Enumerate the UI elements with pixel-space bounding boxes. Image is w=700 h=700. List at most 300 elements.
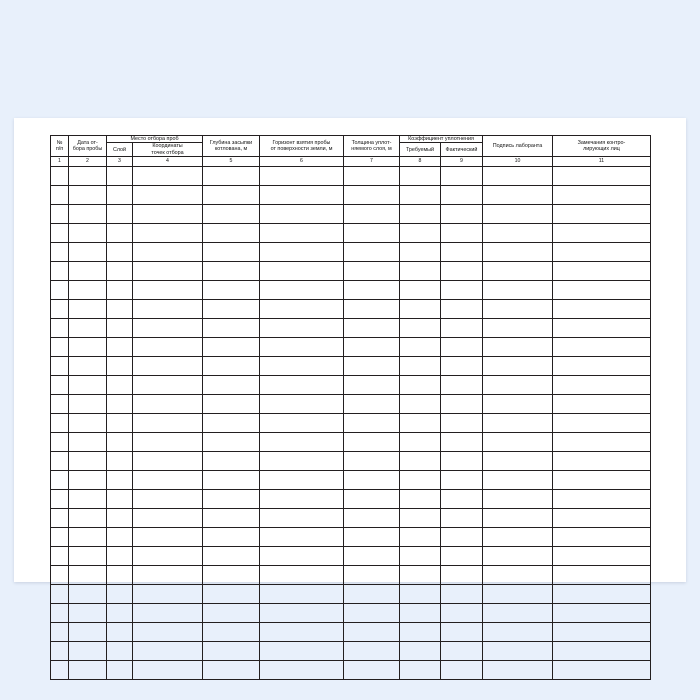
- table-cell[interactable]: [51, 490, 69, 509]
- table-cell[interactable]: [441, 224, 483, 243]
- table-cell[interactable]: [553, 566, 651, 585]
- table-cell[interactable]: [483, 338, 553, 357]
- table-cell[interactable]: [441, 319, 483, 338]
- table-cell[interactable]: [483, 357, 553, 376]
- table-cell[interactable]: [400, 661, 441, 680]
- table-cell[interactable]: [260, 490, 344, 509]
- table-cell[interactable]: [400, 547, 441, 566]
- table-row[interactable]: [51, 585, 651, 604]
- table-cell[interactable]: [441, 509, 483, 528]
- table-cell[interactable]: [400, 205, 441, 224]
- table-cell[interactable]: [69, 509, 107, 528]
- table-cell[interactable]: [203, 642, 260, 661]
- table-cell[interactable]: [483, 433, 553, 452]
- table-cell[interactable]: [441, 585, 483, 604]
- table-cell[interactable]: [260, 414, 344, 433]
- table-cell[interactable]: [260, 604, 344, 623]
- table-cell[interactable]: [553, 205, 651, 224]
- table-cell[interactable]: [483, 547, 553, 566]
- table-cell[interactable]: [483, 661, 553, 680]
- table-cell[interactable]: [344, 452, 400, 471]
- table-cell[interactable]: [400, 452, 441, 471]
- table-cell[interactable]: [553, 661, 651, 680]
- table-cell[interactable]: [133, 566, 203, 585]
- table-cell[interactable]: [441, 186, 483, 205]
- table-row[interactable]: [51, 281, 651, 300]
- table-cell[interactable]: [51, 376, 69, 395]
- table-row[interactable]: [51, 471, 651, 490]
- table-cell[interactable]: [260, 623, 344, 642]
- table-cell[interactable]: [441, 243, 483, 262]
- table-cell[interactable]: [69, 262, 107, 281]
- table-row[interactable]: [51, 661, 651, 680]
- table-cell[interactable]: [553, 471, 651, 490]
- table-cell[interactable]: [51, 585, 69, 604]
- table-cell[interactable]: [51, 642, 69, 661]
- table-cell[interactable]: [260, 566, 344, 585]
- table-cell[interactable]: [400, 300, 441, 319]
- table-cell[interactable]: [441, 642, 483, 661]
- table-cell[interactable]: [107, 395, 133, 414]
- table-cell[interactable]: [344, 319, 400, 338]
- table-cell[interactable]: [344, 186, 400, 205]
- table-cell[interactable]: [553, 281, 651, 300]
- table-cell[interactable]: [133, 395, 203, 414]
- table-cell[interactable]: [260, 509, 344, 528]
- table-cell[interactable]: [344, 661, 400, 680]
- table-cell[interactable]: [344, 262, 400, 281]
- table-cell[interactable]: [553, 300, 651, 319]
- table-row[interactable]: [51, 224, 651, 243]
- table-cell[interactable]: [344, 414, 400, 433]
- table-cell[interactable]: [400, 604, 441, 623]
- table-cell[interactable]: [441, 414, 483, 433]
- table-cell[interactable]: [483, 414, 553, 433]
- table-cell[interactable]: [260, 205, 344, 224]
- table-cell[interactable]: [344, 642, 400, 661]
- table-cell[interactable]: [203, 509, 260, 528]
- table-cell[interactable]: [203, 376, 260, 395]
- table-cell[interactable]: [107, 623, 133, 642]
- table-cell[interactable]: [260, 338, 344, 357]
- table-row[interactable]: [51, 433, 651, 452]
- table-cell[interactable]: [553, 604, 651, 623]
- table-cell[interactable]: [107, 319, 133, 338]
- table-cell[interactable]: [69, 224, 107, 243]
- table-cell[interactable]: [51, 338, 69, 357]
- table-row[interactable]: [51, 414, 651, 433]
- table-cell[interactable]: [51, 262, 69, 281]
- table-cell[interactable]: [203, 357, 260, 376]
- table-cell[interactable]: [483, 490, 553, 509]
- table-cell[interactable]: [260, 281, 344, 300]
- table-cell[interactable]: [260, 186, 344, 205]
- table-cell[interactable]: [344, 338, 400, 357]
- table-cell[interactable]: [203, 490, 260, 509]
- table-cell[interactable]: [133, 300, 203, 319]
- table-cell[interactable]: [203, 528, 260, 547]
- table-cell[interactable]: [69, 490, 107, 509]
- table-cell[interactable]: [441, 167, 483, 186]
- table-cell[interactable]: [51, 205, 69, 224]
- table-cell[interactable]: [400, 338, 441, 357]
- table-cell[interactable]: [69, 167, 107, 186]
- table-cell[interactable]: [553, 509, 651, 528]
- table-cell[interactable]: [107, 433, 133, 452]
- table-cell[interactable]: [51, 167, 69, 186]
- table-cell[interactable]: [344, 205, 400, 224]
- table-cell[interactable]: [553, 376, 651, 395]
- table-cell[interactable]: [107, 566, 133, 585]
- table-row[interactable]: [51, 395, 651, 414]
- table-cell[interactable]: [344, 357, 400, 376]
- table-row[interactable]: [51, 528, 651, 547]
- table-cell[interactable]: [344, 376, 400, 395]
- table-cell[interactable]: [51, 281, 69, 300]
- table-cell[interactable]: [203, 547, 260, 566]
- table-cell[interactable]: [133, 376, 203, 395]
- table-cell[interactable]: [203, 623, 260, 642]
- table-cell[interactable]: [133, 452, 203, 471]
- table-cell[interactable]: [260, 224, 344, 243]
- table-cell[interactable]: [553, 623, 651, 642]
- table-cell[interactable]: [203, 186, 260, 205]
- table-cell[interactable]: [400, 319, 441, 338]
- table-cell[interactable]: [260, 642, 344, 661]
- table-cell[interactable]: [203, 281, 260, 300]
- table-cell[interactable]: [107, 490, 133, 509]
- table-cell[interactable]: [400, 224, 441, 243]
- table-cell[interactable]: [483, 471, 553, 490]
- table-cell[interactable]: [69, 471, 107, 490]
- table-cell[interactable]: [553, 414, 651, 433]
- table-cell[interactable]: [107, 585, 133, 604]
- table-cell[interactable]: [69, 623, 107, 642]
- table-cell[interactable]: [133, 528, 203, 547]
- table-cell[interactable]: [483, 509, 553, 528]
- table-cell[interactable]: [107, 224, 133, 243]
- table-cell[interactable]: [344, 566, 400, 585]
- table-cell[interactable]: [260, 376, 344, 395]
- table-cell[interactable]: [51, 452, 69, 471]
- table-cell[interactable]: [553, 338, 651, 357]
- table-cell[interactable]: [441, 566, 483, 585]
- table-cell[interactable]: [260, 395, 344, 414]
- table-cell[interactable]: [107, 243, 133, 262]
- table-cell[interactable]: [483, 452, 553, 471]
- table-cell[interactable]: [400, 585, 441, 604]
- table-cell[interactable]: [441, 262, 483, 281]
- table-cell[interactable]: [69, 300, 107, 319]
- table-cell[interactable]: [400, 471, 441, 490]
- table-cell[interactable]: [51, 300, 69, 319]
- table-cell[interactable]: [483, 205, 553, 224]
- table-cell[interactable]: [400, 490, 441, 509]
- table-cell[interactable]: [344, 528, 400, 547]
- table-cell[interactable]: [69, 566, 107, 585]
- table-cell[interactable]: [51, 414, 69, 433]
- table-cell[interactable]: [69, 642, 107, 661]
- table-cell[interactable]: [133, 167, 203, 186]
- table-cell[interactable]: [107, 300, 133, 319]
- table-cell[interactable]: [400, 433, 441, 452]
- table-cell[interactable]: [133, 338, 203, 357]
- table-cell[interactable]: [441, 471, 483, 490]
- table-cell[interactable]: [553, 528, 651, 547]
- table-cell[interactable]: [400, 357, 441, 376]
- table-cell[interactable]: [203, 661, 260, 680]
- table-cell[interactable]: [133, 243, 203, 262]
- table-cell[interactable]: [203, 452, 260, 471]
- table-cell[interactable]: [51, 566, 69, 585]
- table-cell[interactable]: [133, 281, 203, 300]
- table-row[interactable]: [51, 319, 651, 338]
- table-row[interactable]: [51, 642, 651, 661]
- table-cell[interactable]: [69, 414, 107, 433]
- table-cell[interactable]: [553, 490, 651, 509]
- table-cell[interactable]: [203, 338, 260, 357]
- table-row[interactable]: [51, 243, 651, 262]
- table-cell[interactable]: [553, 395, 651, 414]
- table-cell[interactable]: [107, 376, 133, 395]
- table-cell[interactable]: [107, 414, 133, 433]
- table-cell[interactable]: [260, 243, 344, 262]
- table-cell[interactable]: [441, 281, 483, 300]
- table-cell[interactable]: [553, 357, 651, 376]
- table-cell[interactable]: [260, 433, 344, 452]
- table-cell[interactable]: [133, 642, 203, 661]
- table-cell[interactable]: [133, 205, 203, 224]
- table-cell[interactable]: [344, 623, 400, 642]
- table-cell[interactable]: [400, 528, 441, 547]
- table-cell[interactable]: [400, 262, 441, 281]
- table-cell[interactable]: [400, 281, 441, 300]
- table-cell[interactable]: [483, 604, 553, 623]
- table-cell[interactable]: [107, 338, 133, 357]
- table-cell[interactable]: [553, 243, 651, 262]
- table-cell[interactable]: [400, 376, 441, 395]
- table-cell[interactable]: [483, 281, 553, 300]
- table-cell[interactable]: [133, 186, 203, 205]
- table-cell[interactable]: [483, 528, 553, 547]
- table-cell[interactable]: [553, 585, 651, 604]
- table-cell[interactable]: [400, 509, 441, 528]
- table-cell[interactable]: [553, 642, 651, 661]
- table-cell[interactable]: [107, 604, 133, 623]
- table-cell[interactable]: [400, 642, 441, 661]
- table-cell[interactable]: [483, 224, 553, 243]
- table-cell[interactable]: [483, 623, 553, 642]
- table-cell[interactable]: [107, 167, 133, 186]
- table-cell[interactable]: [107, 509, 133, 528]
- table-cell[interactable]: [203, 319, 260, 338]
- table-cell[interactable]: [441, 547, 483, 566]
- table-cell[interactable]: [483, 243, 553, 262]
- table-cell[interactable]: [133, 414, 203, 433]
- table-cell[interactable]: [203, 300, 260, 319]
- table-cell[interactable]: [107, 262, 133, 281]
- table-cell[interactable]: [203, 471, 260, 490]
- table-cell[interactable]: [553, 167, 651, 186]
- table-cell[interactable]: [51, 395, 69, 414]
- table-cell[interactable]: [441, 205, 483, 224]
- table-cell[interactable]: [260, 585, 344, 604]
- table-cell[interactable]: [69, 319, 107, 338]
- table-cell[interactable]: [483, 167, 553, 186]
- table-cell[interactable]: [400, 414, 441, 433]
- table-cell[interactable]: [133, 262, 203, 281]
- table-cell[interactable]: [133, 585, 203, 604]
- table-cell[interactable]: [400, 186, 441, 205]
- table-cell[interactable]: [133, 661, 203, 680]
- table-row[interactable]: [51, 490, 651, 509]
- table-cell[interactable]: [203, 566, 260, 585]
- table-cell[interactable]: [344, 490, 400, 509]
- table-cell[interactable]: [51, 186, 69, 205]
- table-cell[interactable]: [260, 528, 344, 547]
- table-cell[interactable]: [107, 661, 133, 680]
- table-cell[interactable]: [553, 319, 651, 338]
- table-cell[interactable]: [441, 452, 483, 471]
- table-cell[interactable]: [553, 547, 651, 566]
- table-cell[interactable]: [51, 604, 69, 623]
- table-cell[interactable]: [441, 395, 483, 414]
- table-cell[interactable]: [441, 357, 483, 376]
- table-cell[interactable]: [483, 566, 553, 585]
- table-row[interactable]: [51, 167, 651, 186]
- table-cell[interactable]: [553, 433, 651, 452]
- table-cell[interactable]: [344, 224, 400, 243]
- table-cell[interactable]: [133, 490, 203, 509]
- table-cell[interactable]: [133, 224, 203, 243]
- table-cell[interactable]: [344, 300, 400, 319]
- table-cell[interactable]: [51, 319, 69, 338]
- table-cell[interactable]: [51, 528, 69, 547]
- table-cell[interactable]: [400, 167, 441, 186]
- table-cell[interactable]: [553, 224, 651, 243]
- table-row[interactable]: [51, 452, 651, 471]
- table-cell[interactable]: [69, 433, 107, 452]
- table-cell[interactable]: [107, 205, 133, 224]
- table-cell[interactable]: [69, 661, 107, 680]
- table-cell[interactable]: [400, 566, 441, 585]
- table-cell[interactable]: [133, 604, 203, 623]
- table-row[interactable]: [51, 566, 651, 585]
- table-cell[interactable]: [441, 376, 483, 395]
- table-cell[interactable]: [69, 376, 107, 395]
- table-cell[interactable]: [69, 357, 107, 376]
- table-cell[interactable]: [203, 433, 260, 452]
- table-row[interactable]: [51, 300, 651, 319]
- table-cell[interactable]: [69, 395, 107, 414]
- table-cell[interactable]: [133, 433, 203, 452]
- table-cell[interactable]: [203, 205, 260, 224]
- table-cell[interactable]: [51, 661, 69, 680]
- table-cell[interactable]: [260, 452, 344, 471]
- table-cell[interactable]: [553, 262, 651, 281]
- table-cell[interactable]: [400, 243, 441, 262]
- table-row[interactable]: [51, 376, 651, 395]
- table-cell[interactable]: [69, 547, 107, 566]
- table-cell[interactable]: [483, 642, 553, 661]
- table-cell[interactable]: [107, 357, 133, 376]
- table-cell[interactable]: [203, 395, 260, 414]
- table-cell[interactable]: [483, 186, 553, 205]
- table-row[interactable]: [51, 262, 651, 281]
- table-cell[interactable]: [133, 509, 203, 528]
- table-cell[interactable]: [133, 623, 203, 642]
- table-cell[interactable]: [483, 319, 553, 338]
- table-row[interactable]: [51, 186, 651, 205]
- table-cell[interactable]: [51, 224, 69, 243]
- table-cell[interactable]: [107, 186, 133, 205]
- table-cell[interactable]: [107, 642, 133, 661]
- table-cell[interactable]: [133, 319, 203, 338]
- table-cell[interactable]: [203, 414, 260, 433]
- table-cell[interactable]: [51, 547, 69, 566]
- table-cell[interactable]: [260, 471, 344, 490]
- table-cell[interactable]: [441, 604, 483, 623]
- table-cell[interactable]: [69, 243, 107, 262]
- table-cell[interactable]: [69, 205, 107, 224]
- table-cell[interactable]: [483, 395, 553, 414]
- table-cell[interactable]: [69, 585, 107, 604]
- table-cell[interactable]: [107, 452, 133, 471]
- table-cell[interactable]: [133, 357, 203, 376]
- table-cell[interactable]: [107, 471, 133, 490]
- table-cell[interactable]: [69, 452, 107, 471]
- table-cell[interactable]: [203, 224, 260, 243]
- table-cell[interactable]: [260, 300, 344, 319]
- table-cell[interactable]: [260, 661, 344, 680]
- table-cell[interactable]: [260, 357, 344, 376]
- table-cell[interactable]: [133, 471, 203, 490]
- table-cell[interactable]: [483, 300, 553, 319]
- table-cell[interactable]: [260, 262, 344, 281]
- table-cell[interactable]: [344, 243, 400, 262]
- table-cell[interactable]: [69, 528, 107, 547]
- table-cell[interactable]: [344, 585, 400, 604]
- table-cell[interactable]: [51, 623, 69, 642]
- table-cell[interactable]: [133, 547, 203, 566]
- table-cell[interactable]: [203, 604, 260, 623]
- table-cell[interactable]: [69, 604, 107, 623]
- table-row[interactable]: [51, 357, 651, 376]
- table-cell[interactable]: [203, 585, 260, 604]
- table-cell[interactable]: [441, 623, 483, 642]
- table-cell[interactable]: [483, 585, 553, 604]
- table-cell[interactable]: [441, 300, 483, 319]
- table-row[interactable]: [51, 509, 651, 528]
- table-cell[interactable]: [203, 262, 260, 281]
- table-row[interactable]: [51, 338, 651, 357]
- table-cell[interactable]: [344, 509, 400, 528]
- table-cell[interactable]: [260, 167, 344, 186]
- table-cell[interactable]: [483, 376, 553, 395]
- table-cell[interactable]: [441, 661, 483, 680]
- table-cell[interactable]: [51, 357, 69, 376]
- table-row[interactable]: [51, 604, 651, 623]
- table-cell[interactable]: [400, 395, 441, 414]
- table-cell[interactable]: [51, 509, 69, 528]
- table-cell[interactable]: [69, 338, 107, 357]
- table-cell[interactable]: [51, 471, 69, 490]
- table-row[interactable]: [51, 547, 651, 566]
- table-cell[interactable]: [51, 433, 69, 452]
- table-cell[interactable]: [344, 167, 400, 186]
- table-cell[interactable]: [344, 395, 400, 414]
- table-cell[interactable]: [441, 490, 483, 509]
